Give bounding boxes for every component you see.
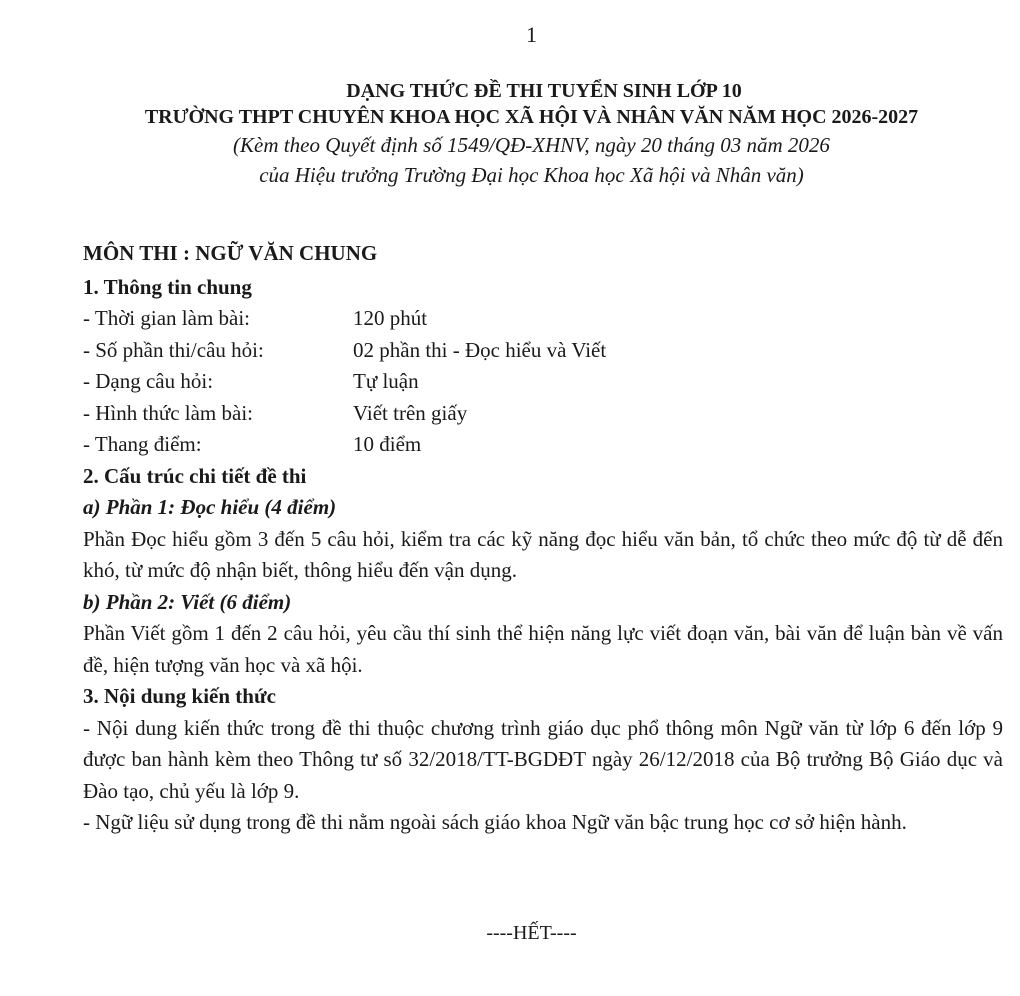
info-label: - Dạng câu hỏi: (83, 369, 214, 393)
part-b-title: b) Phần 2: Viết (6 điểm) (83, 589, 292, 614)
info-row-format (83, 398, 1003, 430)
info-label: - Số phần thi/câu hỏi: (83, 337, 264, 362)
info-row-question-type (83, 366, 1003, 398)
info-value: Viết trên giấy (353, 400, 468, 425)
header-decision-line1: (Kèm theo Quyết định số 1549/QĐ-XHNV, ngày 20 tháng 03 năm 2026 (233, 133, 830, 157)
part-a-title: a) Phần 1: Đọc hiểu (4 điểm) (83, 495, 337, 519)
part-a-text: Phần Đọc hiểu gồm 3 đến 5 câu hỏi, kiểm tra các kỹ năng đọc hiểu văn bản, tổ chức theo mức độ từ dễ đến khó, từ mức độ nhận biết, thông hiểu đến vận dụng. (83, 526, 1003, 582)
end-marker: ----HẾT---- (486, 922, 577, 944)
document-body (83, 238, 1003, 839)
info-row-score (83, 429, 1003, 461)
info-row-parts (83, 335, 1003, 367)
info-value: Tự luận (353, 369, 419, 393)
part-b-text: Phần Viết gồm 1 đến 2 câu hỏi, yêu cầu thí sinh thể hiện năng lực viết đoạn văn, bài văn để luận bàn về vấn đề, hiện tượng văn học và xã hội. (83, 621, 1003, 677)
header-title-line1: DẠNG THỨC ĐỀ THI TUYỂN SINH LỚP 10 (346, 80, 742, 102)
info-label: - Hình thức làm bài: (83, 400, 254, 425)
header-title-line2: TRƯỜNG THPT CHUYÊN KHOA HỌC XÃ HỘI VÀ NHÂN VĂN NĂM HỌC 2026-2027 (144, 106, 919, 128)
section1-title: 1. Thông tin chung (83, 274, 252, 299)
section2-title: 2. Cấu trúc chi tiết đề thi (83, 463, 307, 488)
info-label: - Thời gian làm bài: (83, 306, 251, 330)
section3-title: 3. Nội dung kiến thức (83, 684, 276, 708)
info-row-time (83, 303, 1003, 335)
subject-title: MÔN THI : NGỮ VĂN CHUNG (83, 241, 378, 265)
document-header (60, 78, 1003, 190)
header-decision-line2: của Hiệu trưởng Trường Đại học Khoa học Xã hội và Nhân văn) (259, 163, 804, 187)
page-number: 1 (526, 22, 537, 47)
info-value: 10 điểm (353, 432, 422, 456)
info-value: 120 phút (353, 306, 428, 330)
info-label: - Thang điểm: (83, 432, 202, 456)
info-value: 02 phần thi - Đọc hiểu và Viết (353, 337, 607, 362)
section3-item1: - Nội dung kiến thức trong đề thi thuộc chương trình giáo dục phổ thông môn Ngữ văn từ lớp 6 đến lớp 9 được ban hành kèm theo Thông tư số 32/2018/TT-BGDĐT ngày 26/12/2018 của Bộ trưởng Bộ Giáo dục và Đào tạo, chủ yếu là lớp 9. (83, 715, 1003, 803)
section3-item2: - Ngữ liệu sử dụng trong đề thi nằm ngoài sách giáo khoa Ngữ văn bậc trung học cơ sở hiện hành. (83, 810, 907, 834)
